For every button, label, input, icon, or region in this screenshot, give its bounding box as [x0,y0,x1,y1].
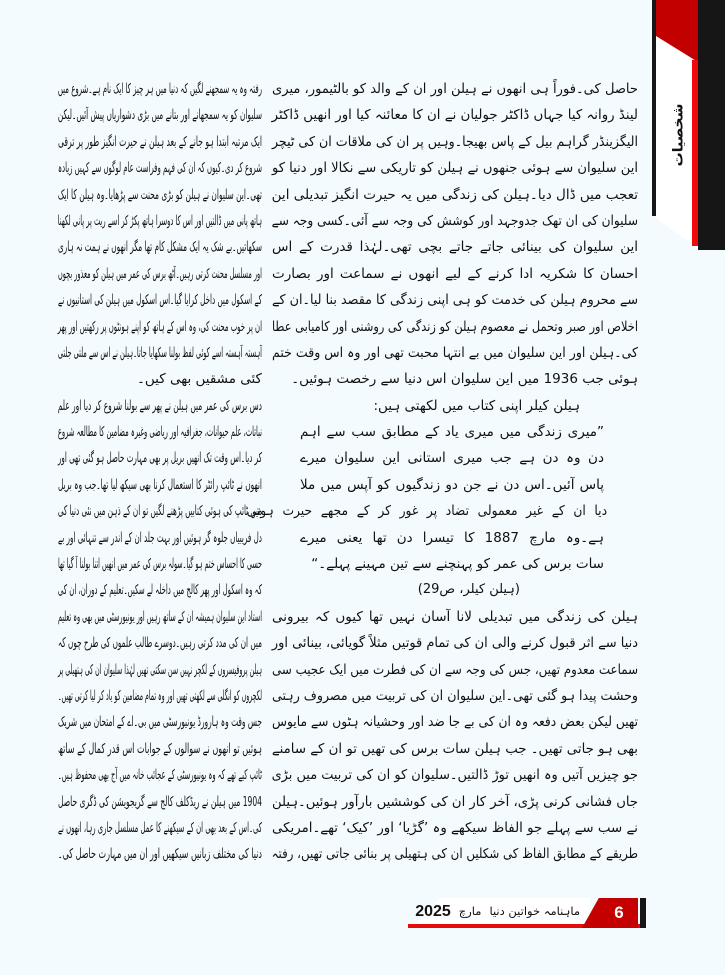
text-line: سلیوان کی ان تھک جدوجہد اور کوشش کی وجہ سے آئی۔کسی وجہ سے [271,212,638,229]
text-line: کئی مشقیں بھی کیں۔ [136,371,262,388]
text-line: اور مسلسل محنت کرتی رہیں۔آٹھ برس کی عمر میں ہیلن کو معذور بچوں [58,265,262,282]
text-line: این سلیوان سے ہوئی جنھوں نے ہیلن کو تاریکی سے نکالا اور دنیا کو [272,160,638,177]
text-line: میں ٹائپ کی ہوئی کتابیں پڑھنے لگیں تو ان کے ذہن میں نئی دنیا کی [57,503,262,520]
text-line: ٹائپ کیے تھے کہ وہ یونیورسٹی کے عجائب خانہ میں آج بھی محفوظ ہیں۔ [57,767,262,784]
text-line: ہیلن پروفیسروں کے لکچر نہیں سن سکتی تھیں لہٰذا سلیوان ان کی ہتھیلی پر [58,661,262,678]
text-line: ہوئیں تو انھوں نے سوالوں کے جوابات اس قدر کمال کے ساتھ [57,740,262,757]
text-line: کے اسکول میں داخل کرایا گیا۔اس اسکول میں ہیلن کی استانیوں نے [58,292,262,309]
text-line: جس وقت وہ ہارورڈ یونیورسٹی میں بی۔اے کے امتحان میں شریک [58,714,262,731]
magazine-name: ماہنامہ خواتین دنیا [489,904,580,918]
text-line: کی۔اس کے بعد بھی ان کے سیکھنے کا عمل مسلسل جاری رہا، انھوں نے [57,819,262,836]
text-line: جو چیزیں آتیں وہ انھیں توڑ ڈالتیں۔سلیوان کو ان کی تربیت میں بڑی [271,767,638,784]
issue-year: 2025 [415,903,451,920]
text-line: 1904 میں ہیلن نے ریڈکلف کالج سے گریجویشن کی ڈگری حاصل [57,793,262,810]
footer-issue-info [415,898,580,925]
quote-intro [272,393,638,419]
text-line: ہاتھ پانی میں ڈالتیں اور اس کا دوسرا ہاتھ پکڑ کر اسے ریت پر پانی لکھنا [57,212,262,229]
text-line: کی۔ہیلن اور این سلیوان میں بے انتہا محبت تھی اور وہ اس وقت ختم [272,344,638,361]
text-line: تعجب میں ڈال دیا۔ہیلن کی زندگی میں یہ حیرت انگیز تبدیلی این [271,186,638,203]
text-line: شروع کر دی۔کیوں کہ ان کی فہم وفراست عام لوگوں سے کہیں زیادہ [58,160,262,177]
text-line: دنیا کی مختلف زبانیں سیکھیں اور ان میں مہارت حاصل کی۔ [57,846,262,863]
text-line: لینڈ روانہ کیا جہاں ڈاکٹر جولیان نے ان کا معائنہ کیا اور انھیں ڈاکٹر [271,107,638,124]
text-line: نے سب سے پہلے جو الفاظ سیکھے وہ ’گڑیا‘ اور ’کیک‘ تھے۔امریکی [272,819,638,836]
text-line: دن وہ دن ہے جب میری استانی این سلیوان میرے [300,450,604,467]
text-line: کر دیا۔اس وقت تک انھیں بریل پر بھی مہارت حاصل ہو گئی تھی اور [58,450,262,467]
paragraph [58,76,262,393]
text-line: اخلاص اور صبر وتحمل نے معصوم ہیلن کو زندگی کی روشنی اور کامیابی عطا [271,318,638,335]
article-column-left [58,76,262,868]
text-line: الیگزینڈر گراہم بیل کے پاس بھیجا۔وہیں پر ان کی ملاقات ان کی ٹیچر [271,133,638,150]
text-line: بھی ہو جاتی تھیں۔ جب ہیلن سات برس کی تھیں تو ان کے سامنے [271,740,638,757]
paragraph [272,604,638,868]
text-line: این سلیوان کی بینائی جاتے جاتے بچی تھی۔لہٰذا قدرت کے اس [272,239,638,256]
footer-black-bar [640,898,646,928]
text-line: پاس آئیں۔اس دن نے جن دو زندگیوں کو آپس میں ملا [300,476,604,493]
text-line: وحشت پیدا ہو گئی تھی۔این سلیوان ان کی تربیت میں مصروف رہتی [272,687,638,704]
text-line: ہے۔وہ مارچ 1887 کا تیسرا دن تھا یعنی میرے [300,529,605,546]
paragraph [272,76,638,393]
text-line: سے محروم ہیلن کی خدمت کو ہی اپنی زندگی کا مقصد بنا لیا۔ان کے [272,292,638,309]
text-line: انھوں نے ٹائپ رائٹر کا استعمال کرنا بھی سیکھ لیا تھا۔جب وہ بریل [57,476,263,493]
section-tab-label: شخصیات [670,103,687,167]
text-line: ”میری زندگی میں میری یاد کے مطابق سب سے اہم [300,424,604,441]
text-line: سات برس کی عمر کو پہنچنے سے تین مہینے پہلے۔“ [311,556,604,573]
text-line: سکھاتیں۔بے شک یہ ایک مشکل کام تھا مگر انھوں نے ہمت نہ ہاری [57,239,263,256]
side-tab-edge-line [652,0,656,216]
text-line: سماعت معدوم تھیں، جس کی وجہ سے ان کی فطرت میں ایک عجیب سی [272,661,638,678]
text-line: نباتات، علم حیوانات، جغرافیہ اور ریاضی وغیرہ مضامین کا مطالعہ شروع [57,424,262,441]
text-line: ان پر خوب محنت کی، وہ اس کے ہاتھ کو اپنے ہونٹوں پر رکھتیں اور پھر [57,318,263,335]
text-line: ہوئی جب 1936 میں این سلیوان اس دنیا سے رخصت ہوئیں۔ [291,371,638,388]
paragraph [58,393,262,868]
text-line: استاد این سلیوان ہمیشہ ان کے ساتھ رہیں اور یونیورسٹی میں بھی وہ تعلیم [57,608,262,625]
quote-citation [272,577,638,603]
text-line: میں ان کی مدد کرتی رہیں۔دوسرے طالب علموں کی طرح چوں کہ [58,635,262,652]
text-line: حاصل کی۔فوراً ہی انھوں نے ہیلن اور ان کے والد کو بالٹیمور، میری [272,81,638,97]
text-line: ہیلن کیلر اپنی کتاب میں لکھتی ہیں: [373,397,580,414]
text-line: ایک مرتبہ ابتدا ہو جانے کے بعد ہیلن نے حیرت انگیز طور پر ترقی [57,133,262,150]
text-line: تھی۔این سلیوان نے ہیلن کو بڑی محنت سے پڑھایا۔وہ ہیلن کا ایک [57,186,263,203]
text-line: دنیا سے اثر قبول کرنے والی ان کی تمام قوتیں مثلاً گویائی، بینائی اور [271,635,638,652]
text-line: (ہیلن کیلر، ص29) [417,582,520,598]
text-line: دس برس کی عمر میں ہیلن نے پھر سے بولنا شروع کر دیا اور علم [57,397,262,414]
text-line: دیا ان کے غیر معمولی تضاد پر غور کر کے مجھے حیرت ہوتی [246,503,608,520]
text-line: طریقے کے مطابق الفاظ کی شکلیں ان کی ہتھیلی پر بنائی جاتی تھیں، رفتہ [271,846,638,863]
text-line: سلیوان کو یہ سمجھانے اور بتانے میں بڑی دشواریاں پیش آئیں۔لیکن [57,107,263,124]
text-line: رفتہ وہ یہ سمجھنے لگیں کہ دنیا میں ہر چیز کا ایک نام ہے۔شروع میں [57,81,262,97]
article-column-right [246,76,638,868]
section-tab-label-wrap [658,100,698,170]
issue-month: مارچ [458,904,482,918]
text-line: لکچروں کو انگلی سے لکھتی تھیں اور وہ تمام مضامین کو یاد کر لیا کرتی تھیں۔ [58,687,262,704]
side-tab-black-band [698,0,725,250]
block-quote [246,419,638,577]
text-line: احسان کا شکریہ ادا کرنے کے لیے انھوں نے سماعت اور بصارت [272,265,638,282]
text-line: تھیں لیکن بعض دفعہ وہ ان کی بے جا ضد اور وحشیانہ ہٹوں سے مایوس [272,714,638,731]
page-number: 6 [614,903,624,922]
text-line: جاں فشانی کرنی پڑی، آخر کار ان کی کوششیں بارآور ہوئیں۔ہیلن [272,793,638,810]
text-line: حسی کا احساس ختم ہو گیا۔سولہ برس کی عمر میں انھیں اتنا بولنا آ گیا تھا [58,556,262,573]
text-line: آہستہ آہستہ اسے کوئی لفظ بولنا سکھایا جاتا۔ہیلن نے اس سے ملتی جلتی [57,344,262,361]
text-line: دل فریبیاں جلوہ گر ہوئیں اور بہت جلد ان کے اندر سے تنہائی اور بے [58,529,262,546]
text-line: کہ وہ اسکول اور پھر کالج میں داخلہ لے سکیں۔تعلیم کے دوران، ان کی [57,582,263,599]
text-line: ہیلن کی زندگی میں تبدیلی لانا آسان نہیں تھا کیوں کہ بیرونی [272,608,638,625]
